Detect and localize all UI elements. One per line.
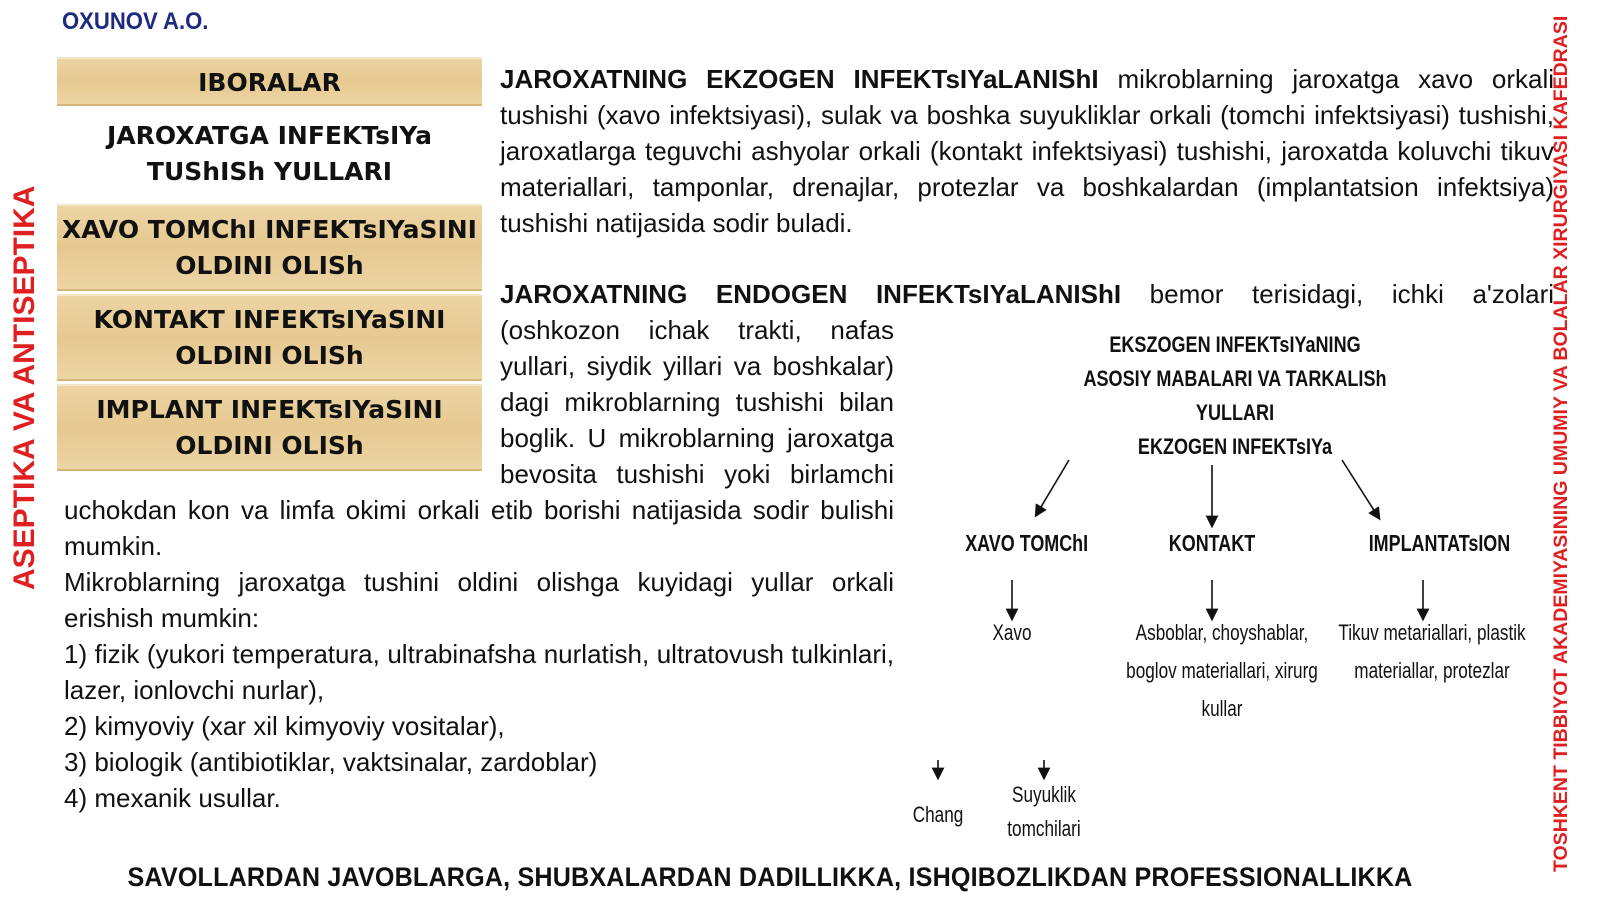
paragraph-heading: JAROXATNING EKZOGEN INFEKTsIYaLANIShI	[500, 64, 1099, 94]
paragraph-line: boglik. U mikroblarning jaroxatga	[500, 423, 894, 453]
node-airborne: XAVO TOMChI	[965, 530, 1089, 556]
diagram-title-line: ASOSIY MABALARI VA TARKALISh YULLARI	[1083, 366, 1387, 425]
diagram-title-line: EKZOGEN INFEKTsIYa	[1137, 434, 1333, 459]
leaf-line: kullar	[1201, 696, 1243, 721]
diagram-title-line: EKSZOGEN INFEKTsIYaNING	[1109, 332, 1361, 357]
leaf-line: Asboblar, choyshablar,	[1135, 620, 1309, 645]
sidebar-item-line: TUShISh YULLARI	[146, 157, 393, 186]
footer-slogan: SAVOLLARDAN JAVOBLARGA, SHUBXALARDAN DADILLIKKA, ISHQIBOZLIKDAN PROFESSIONALLIKKA	[127, 862, 1413, 892]
right-vertical-title: TOSHKENT TIBBIYOT AKADEMIYASINING UMUMIY VA BOLALAR XIRURGIYASI KAFEDRASI	[1550, 15, 1572, 872]
list-item: 2) kimyoviy (xar xil kimyoviy vositalar),	[64, 711, 505, 741]
left-vertical-title: ASEPTIKA VA ANTISEPTIKA	[8, 185, 41, 590]
paragraph-text: mikroblarning jaroxatga xavo orkali tushishi (xavo infektsiyasi), sulak va boshka suyukliklar orkali (tomchi infektsiyasi) tushishi, jaroxatlarga teguvchi ashyolar orkali (kontakt infektsiyasi) tushishi, jaroxatda koluvchi tikuv materiallari, tamponlar, drenajlar, protezlar va boshkalardan (implantatsion infektsiya) tushishi natijasida sodir buladi.	[500, 64, 1555, 238]
author-name: OXUNOV A.O.	[62, 8, 209, 35]
leaf-air: Xavo	[992, 620, 1032, 645]
leaf-line: Tikuv metariallari, plastik	[1338, 620, 1526, 645]
paragraph-line: bevosita tushishi yoki birlamchi	[500, 459, 894, 489]
paragraph-text: Mikroblarning jaroxatga tushini oldini olishga kuyidagi yullar orkali erishish mumkin:	[64, 567, 894, 633]
node-implant: IMPLANTATsION	[1368, 530, 1511, 556]
leaf-implant	[1331, 614, 1534, 690]
paragraph-text: uchokdan kon va limfa okimi orkali etib borishi natijasida sodir bulishi mumkin.	[64, 495, 894, 561]
node-contact: KONTAKT	[1168, 530, 1256, 556]
arrow-to-implant	[1342, 460, 1377, 515]
sidebar-item-line: OLDINI OLISh	[175, 341, 364, 370]
list-item: 3) biologik (antibiotiklar, vaktsinalar, zardoblar)	[64, 747, 598, 777]
paragraph-heading: JAROXATNING ENDOGEN INFEKTsIYaLANIShI	[500, 279, 1122, 309]
sidebar-item-line: IMPLANT INFEKTsIYaSINI	[96, 395, 443, 424]
list-item: 1) fizik (yukori temperatura, ultrabinafsha nurlatish, ultratovush tulkinlari, lazer, ionlovchi nurlar),	[64, 639, 894, 705]
sidebar-item-line: JAROXATGA INFEKTsIYa	[107, 121, 432, 150]
arrow-to-airborne	[1038, 460, 1069, 512]
paragraph-line: yullari, siydik yillari va boshkalar)	[500, 351, 894, 381]
leaf-line: boglov materiallari, xirurg	[1126, 658, 1318, 683]
leaf-droplets: Suyuklik tomchilari	[1007, 782, 1081, 841]
paragraph-line: dagi mikroblarning tushishi bilan	[500, 387, 894, 417]
leaf-contact	[1121, 614, 1324, 728]
sidebar-header: IBORALAR	[57, 57, 482, 106]
leaf-line: materiallar, protezlar	[1354, 658, 1510, 683]
sidebar-item-line: XAVO TOMChI INFEKTsIYaSINI	[61, 215, 477, 244]
paragraph-text: bemor terisidagi, ichki a'zolari	[1121, 279, 1555, 309]
sidebar-item-line: OLDINI OLISh	[175, 251, 364, 280]
sidebar-item-line: OLDINI OLISh	[175, 431, 364, 460]
leaf-dust: Chang	[912, 802, 964, 827]
sidebar-item-line: KONTAKT INFEKTsIYaSINI	[93, 305, 446, 334]
list-item: 4) mexanik usullar.	[64, 783, 281, 813]
paragraph-line: (oshkozon ichak trakti, nafas	[500, 315, 894, 345]
